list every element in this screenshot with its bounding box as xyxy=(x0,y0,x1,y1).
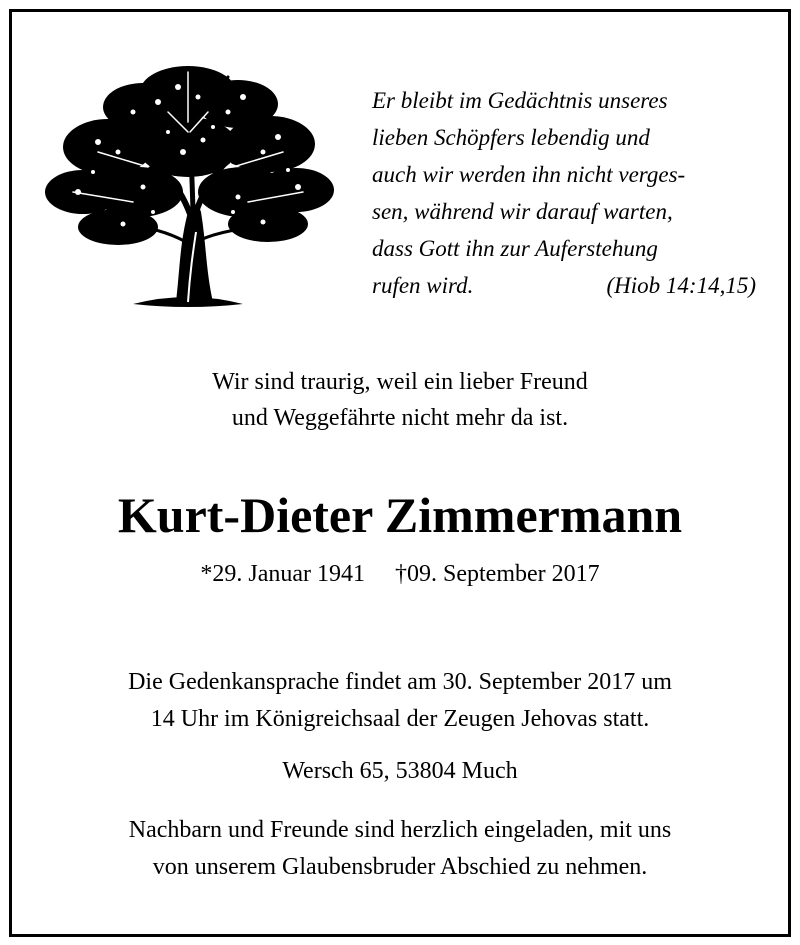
ceremony-address: Wersch 65, 53804 Much xyxy=(282,758,518,784)
death-date: †09. September 2017 xyxy=(395,561,600,587)
deceased-name: Kurt-Dieter Zimmermann xyxy=(117,487,683,543)
quote-last-line xyxy=(372,267,756,304)
quote-line: rufen wird. xyxy=(372,273,474,298)
quote-line: sen, während wir darauf warten, xyxy=(372,199,673,224)
quote-reference: (Hiob 14:14,15) xyxy=(606,273,756,298)
invitation-line: Nachbarn und Freunde sind herzlich eingeladen, mit uns xyxy=(128,817,672,843)
quote-line: Er bleibt im Gedächtnis unseres xyxy=(372,88,668,113)
ceremony-line: Die Gedenkansprache findet am 30. September 2017 um xyxy=(128,669,672,695)
life-dates xyxy=(0,558,800,590)
intro-line: Wir sind traurig, weil ein lieber Freund xyxy=(212,369,588,395)
quote-line: lieben Schöpfers lebendig und xyxy=(372,125,650,150)
invitation-line: von unserem Glaubensbruder Abschied zu nehmen. xyxy=(152,854,648,880)
quote-line: auch wir werden ihn nicht verges- xyxy=(372,162,686,187)
tree-illustration-icon xyxy=(38,52,338,312)
ceremony-line: 14 Uhr im Königreichsaal der Zeugen Jehovas statt. xyxy=(150,706,650,732)
ceremony-info xyxy=(0,664,800,738)
intro-line: und Weggefährte nicht mehr da ist. xyxy=(231,405,569,431)
intro-text xyxy=(0,364,800,436)
invitation-text xyxy=(0,812,800,886)
quote-line: dass Gott ihn zur Auferstehung xyxy=(372,236,658,261)
bible-quote xyxy=(372,82,772,304)
birth-date: *29. Januar 1941 xyxy=(200,561,365,587)
